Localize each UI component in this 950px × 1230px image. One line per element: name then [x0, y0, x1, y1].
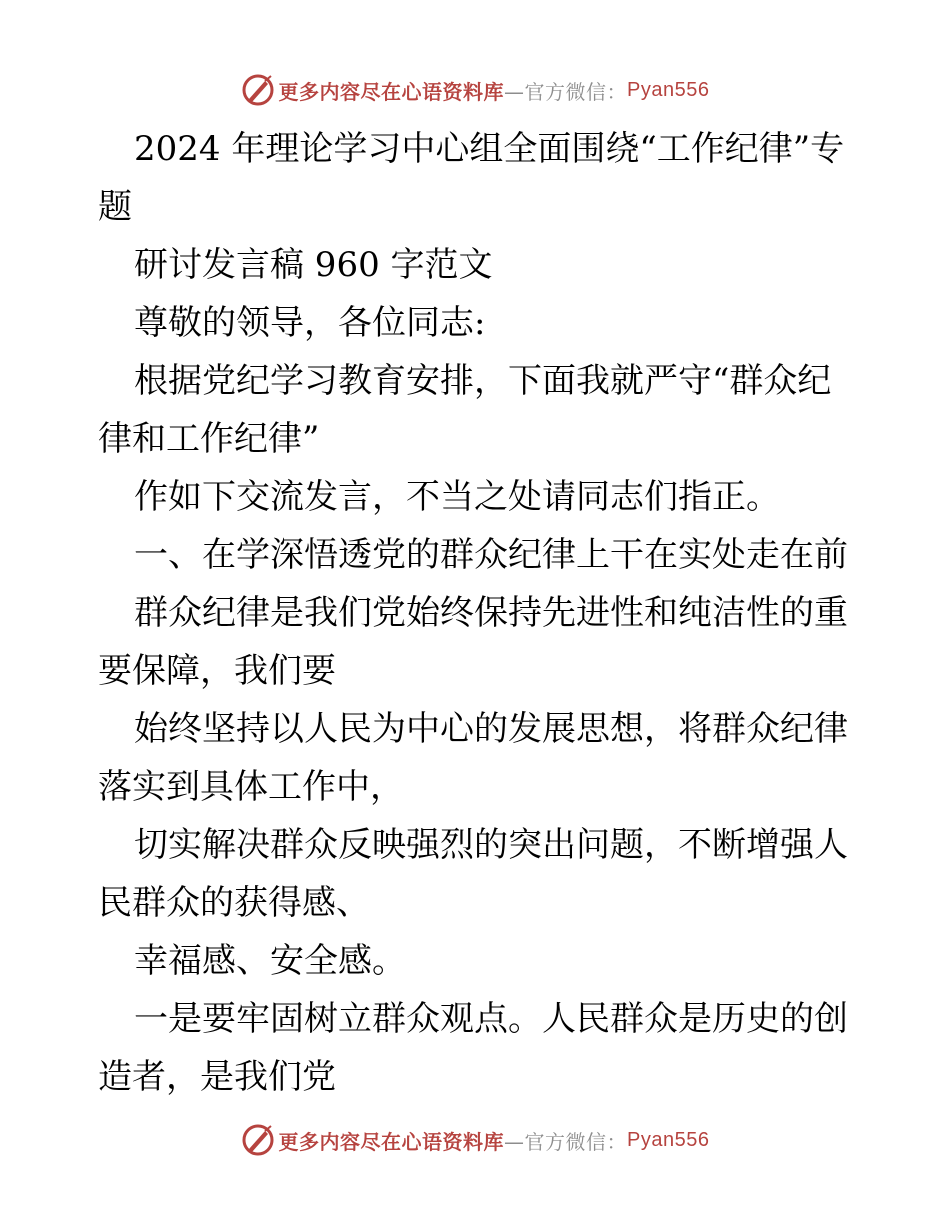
watermark-main-text: 更多内容尽在心语资料库: [278, 1129, 505, 1154]
paragraph: 切实解决群众反映强烈的突出问题，不断增强人民群众的获得感、: [98, 825, 848, 923]
watermark-dash-text: —官方微信：: [504, 1129, 628, 1154]
paragraph-subtitle: 研讨发言稿 960 字范文: [134, 245, 493, 285]
footer-watermark: [0, 1120, 950, 1160]
paragraph: 一是要牢固树立群众观点。人民群众是历史的创造者，是我们党: [98, 999, 848, 1097]
watermark-main-text: 更多内容尽在心语资料库: [278, 79, 505, 104]
paragraph: 作如下交流发言，不当之处请同志们指正。: [134, 477, 780, 517]
paragraph: 始终坚持以人民为中心的发展思想，将群众纪律落实到具体工作中，: [98, 709, 848, 807]
paragraph-salutation: 尊敬的领导，各位同志:: [134, 303, 486, 343]
paragraph: 根据党纪学习教育安排，下面我就严守“群众纪律和工作纪律”: [98, 361, 832, 459]
paragraph: 群众纪律是我们党始终保持先进性和纯洁性的重要保障，我们要: [98, 593, 848, 691]
section-heading: 一、在学深悟透党的群众纪律上干在实处走在前: [134, 535, 848, 575]
watermark-handle-text: Pyan556: [627, 78, 710, 101]
feather-pen-logo-icon: [241, 73, 275, 107]
document-body: [98, 120, 858, 1106]
watermark-handle-text: Pyan556: [627, 1128, 710, 1151]
watermark-dash-text: —官方微信：: [504, 79, 628, 104]
paragraph-title: 2024 年理论学习中心组全面围绕“工作纪律”专题: [98, 129, 845, 227]
header-watermark: [0, 70, 950, 110]
paragraph: 幸福感、安全感。: [134, 941, 406, 981]
feather-pen-logo-icon: [241, 1123, 275, 1157]
